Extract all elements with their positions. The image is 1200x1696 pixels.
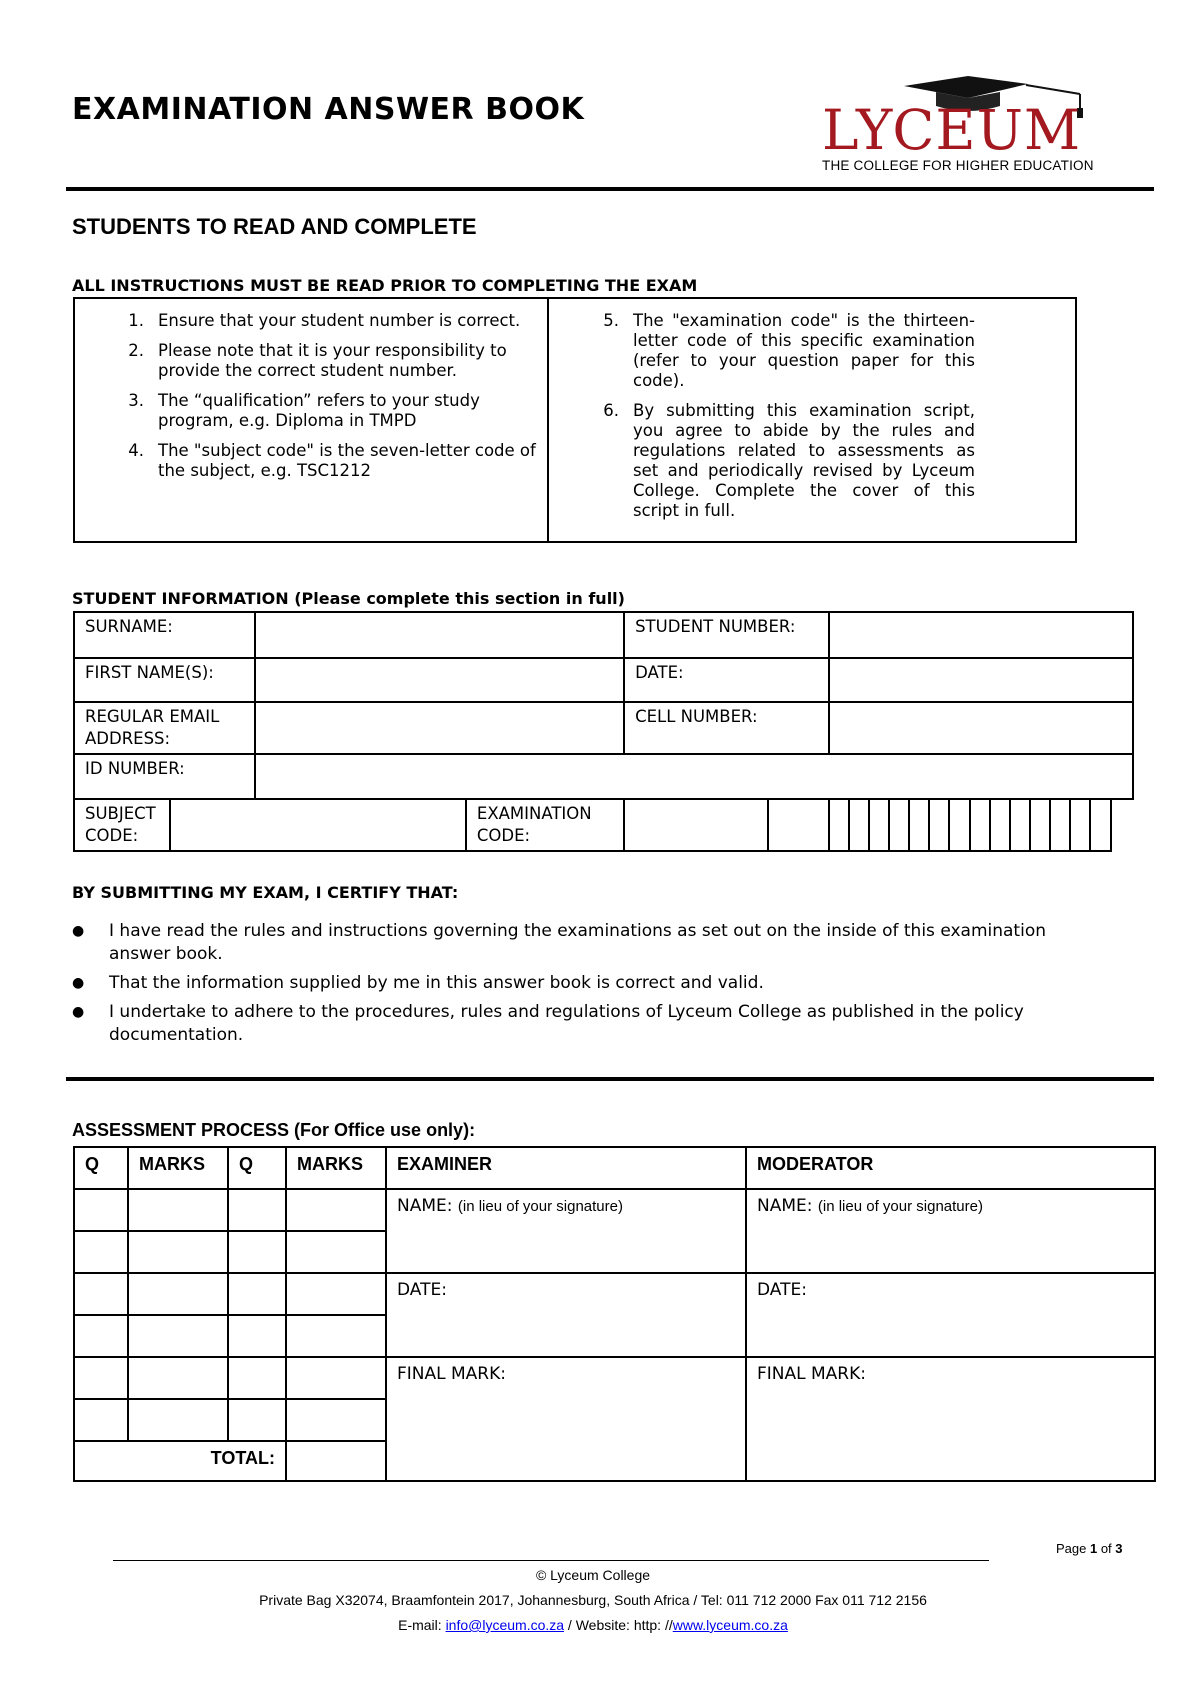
header-divider: [66, 187, 1154, 191]
exam-code-box[interactable]: [1090, 799, 1110, 851]
first-names-field[interactable]: [255, 658, 624, 702]
total-cell[interactable]: [286, 1441, 386, 1481]
marks-cell[interactable]: [128, 1273, 228, 1315]
cell-number-field[interactable]: [829, 702, 1133, 754]
examiner-date-cell[interactable]: [386, 1273, 746, 1357]
marks-cell[interactable]: [128, 1399, 228, 1441]
instruction-item: 1. Ensure that your student number is correct.: [128, 311, 521, 330]
marks-header: MARKS: [128, 1147, 228, 1189]
q-header: Q: [74, 1147, 128, 1189]
examiner-name-note: (in lieu of your signature): [457, 1198, 623, 1215]
exam-code-box[interactable]: [990, 799, 1010, 851]
email-link[interactable]: info@lyceum.co.za: [445, 1617, 565, 1633]
moderator-name-cell[interactable]: [746, 1189, 1155, 1273]
instructions-box: [73, 297, 1077, 543]
examiner-final-mark-cell[interactable]: [386, 1357, 746, 1481]
examiner-header: EXAMINER: [386, 1147, 746, 1189]
marks-cell[interactable]: [128, 1189, 228, 1231]
footer-divider: [113, 1560, 989, 1561]
id-number-field[interactable]: [255, 754, 1133, 799]
email-field[interactable]: [255, 702, 624, 754]
marks-cell[interactable]: [286, 1189, 386, 1231]
marks-cell[interactable]: [286, 1357, 386, 1399]
q-cell[interactable]: [74, 1189, 128, 1231]
q-cell[interactable]: [228, 1315, 286, 1357]
examiner-date-label: DATE:: [397, 1280, 447, 1300]
cell-number-label: CELL NUMBER:: [624, 702, 829, 754]
marks-cell[interactable]: [286, 1315, 386, 1357]
instruction-item: 2. Please note that it is your responsibility to provide the correct student number.: [128, 341, 507, 380]
student-number-label: STUDENT NUMBER:: [624, 612, 829, 658]
moderator-final-mark-label: FINAL MARK:: [757, 1364, 866, 1384]
q-cell[interactable]: [228, 1399, 286, 1441]
exam-code-box[interactable]: [949, 799, 969, 851]
moderator-final-mark-cell[interactable]: [746, 1357, 1155, 1481]
website-link[interactable]: www.lyceum.co.za: [672, 1617, 788, 1633]
section-title: STUDENTS TO READ AND COMPLETE: [72, 214, 477, 239]
list-item: ● I undertake to adhere to the procedures, rules and regulations of Lyceum College as published in the policy documentation.: [72, 1002, 1024, 1045]
examiner-name-label: NAME:: [397, 1196, 453, 1216]
q-cell[interactable]: [74, 1315, 128, 1357]
instruction-item: 6. By submitting this examination script, you agree to abide by the rules and regulations related to assessments as set and periodically revised by Lyceum College. Complete the cover of this script in full.: [603, 401, 975, 520]
marks-cell[interactable]: [128, 1231, 228, 1273]
q-cell[interactable]: [74, 1399, 128, 1441]
instruction-item: 3. The “qualification” refers to your study program, e.g. Diploma in TMPD: [128, 391, 480, 430]
surname-field[interactable]: [255, 612, 624, 658]
exam-code-box[interactable]: [970, 799, 990, 851]
exam-code-box[interactable]: [869, 799, 889, 851]
marks-cell[interactable]: [128, 1315, 228, 1357]
id-number-label: ID NUMBER:: [74, 754, 255, 799]
bullet-icon: ●: [72, 975, 85, 991]
marks-header: MARKS: [286, 1147, 386, 1189]
q-cell[interactable]: [74, 1357, 128, 1399]
assessment-heading: ASSESSMENT PROCESS (For Office use only):: [72, 1120, 476, 1140]
exam-code-box[interactable]: [829, 799, 849, 851]
examiner-final-mark-label: FINAL MARK:: [397, 1364, 506, 1384]
exam-code-label: EXAMINATION CODE:: [466, 799, 624, 851]
exam-code-box[interactable]: [889, 799, 909, 851]
document-title: EXAMINATION ANSWER BOOK: [72, 92, 585, 127]
q-header: Q: [228, 1147, 286, 1189]
marks-cell[interactable]: [286, 1399, 386, 1441]
certify-list: [72, 920, 1072, 1053]
list-item: ● That the information supplied by me in this answer book is correct and valid.: [72, 973, 764, 993]
assessment-table: [73, 1146, 1156, 1482]
section-divider: [66, 1077, 1154, 1081]
student-number-field[interactable]: [829, 612, 1133, 658]
bullet-icon: ●: [72, 1004, 85, 1020]
email-label: REGULAR EMAIL ADDRESS:: [74, 702, 255, 754]
marks-cell[interactable]: [128, 1357, 228, 1399]
moderator-date-label: DATE:: [757, 1280, 807, 1300]
date-label: DATE:: [624, 658, 829, 702]
moderator-date-cell[interactable]: [746, 1273, 1155, 1357]
footer-contact: E-mail: info@lyceum.co.za / Website: http: //www.lyceum.co.za: [398, 1617, 788, 1633]
instruction-item: 4. The "subject code" is the seven-letter code of the subject, e.g. TSC1212: [128, 441, 536, 480]
bullet-icon: ●: [72, 923, 85, 939]
date-field[interactable]: [829, 658, 1133, 702]
q-cell[interactable]: [228, 1357, 286, 1399]
marks-cell[interactable]: [286, 1231, 386, 1273]
exam-code-box[interactable]: [909, 799, 929, 851]
exam-code-box[interactable]: [768, 799, 828, 851]
exam-code-box[interactable]: [929, 799, 949, 851]
footer-copyright: © Lyceum College: [535, 1567, 651, 1583]
q-cell[interactable]: [74, 1231, 128, 1273]
instruction-item: 5. The "examination code" is the thirteen-letter code of this specific examination (refer to your question paper for this code).: [603, 311, 975, 390]
q-cell[interactable]: [228, 1231, 286, 1273]
marks-cell[interactable]: [286, 1273, 386, 1315]
moderator-name-label: NAME:: [757, 1196, 813, 1216]
subject-code-field[interactable]: [170, 799, 466, 851]
instructions-right-column: [549, 299, 1075, 541]
surname-label: SURNAME:: [74, 612, 255, 658]
certify-heading: BY SUBMITTING MY EXAM, I CERTIFY THAT:: [72, 883, 459, 902]
logo-wordmark: LYCEUM: [822, 98, 1082, 162]
page-number: Page 1 of 3: [1056, 1541, 1123, 1556]
examiner-name-cell[interactable]: [386, 1189, 746, 1273]
moderator-header: MODERATOR: [746, 1147, 1155, 1189]
exam-code-box[interactable]: [1070, 799, 1090, 851]
exam-code-box[interactable]: [1010, 799, 1030, 851]
student-info-heading: STUDENT INFORMATION (Please complete this section in full): [72, 589, 625, 608]
subject-code-label: SUBJECT CODE:: [74, 799, 170, 851]
logo-tagline: THE COLLEGE FOR HIGHER EDUCATION: [822, 158, 1094, 173]
exam-code-box[interactable]: [849, 799, 869, 851]
total-label: TOTAL:: [74, 1441, 286, 1481]
q-cell[interactable]: [74, 1273, 128, 1315]
instructions-heading: ALL INSTRUCTIONS MUST BE READ PRIOR TO COMPLETING THE EXAM: [72, 276, 698, 295]
q-cell[interactable]: [228, 1189, 286, 1231]
exam-code-box[interactable]: [1030, 799, 1050, 851]
student-info-table: [73, 611, 1134, 852]
list-item: ● I have read the rules and instructions governing the examinations as set out on the inside of this examination answer book.: [72, 921, 1046, 964]
instructions-left-column: [75, 299, 549, 541]
first-names-label: FIRST NAME(S):: [74, 658, 255, 702]
footer-address: Private Bag X32074, Braamfontein 2017, Johannesburg, South Africa / Tel: 011 712 2000 Fax 011 712 2156: [259, 1592, 927, 1608]
moderator-name-note: (in lieu of your signature): [817, 1198, 983, 1215]
q-cell[interactable]: [228, 1273, 286, 1315]
exam-code-box[interactable]: [1050, 799, 1070, 851]
